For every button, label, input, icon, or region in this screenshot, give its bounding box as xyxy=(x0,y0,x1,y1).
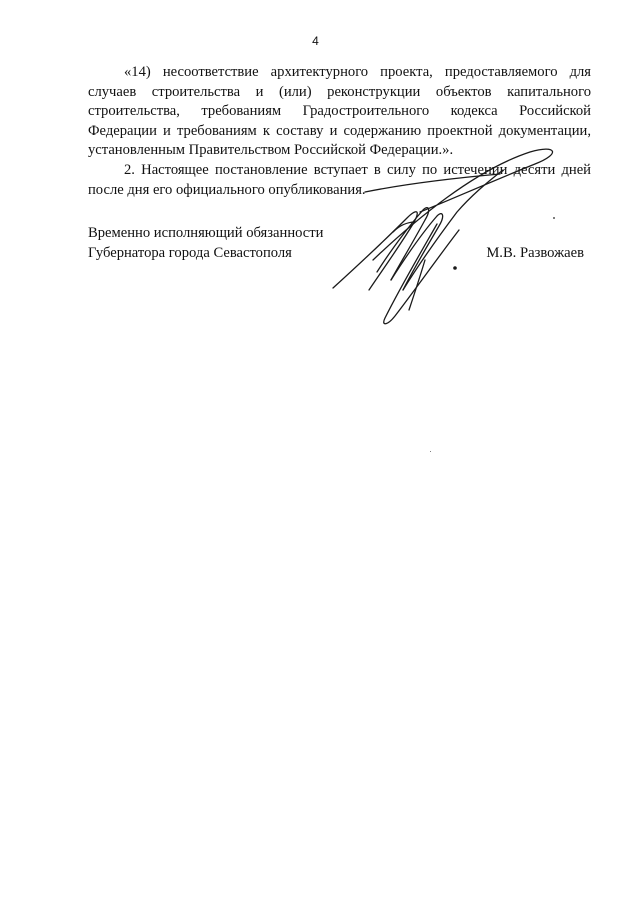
paragraph-effective-date: 2. Настоящее постановление вступает в силу по истечении десяти дней после дня его официального опубликования. xyxy=(88,161,591,198)
handwritten-signature xyxy=(325,140,565,330)
page-number: 4 xyxy=(312,34,319,48)
scan-speck xyxy=(553,217,555,219)
paragraph-item-14: «14) несоответствие архитектурного проекта, предоставляемого для случаев строительства и (или) реконструкции объектов капитального строительства, требованиям Градостроительного кодекса Российской Федерации и требованиям к составу и содержанию проектной документации, установленным Правительством Российской Федерации.». xyxy=(88,64,591,159)
signatory-title-line-2: Губернатора города Севастополя xyxy=(88,244,292,261)
signatory-name: М.В. Развожаев xyxy=(486,244,584,261)
signatory-title-line-1: Временно исполняющий обязанности xyxy=(88,225,324,241)
scan-speck xyxy=(430,451,431,452)
